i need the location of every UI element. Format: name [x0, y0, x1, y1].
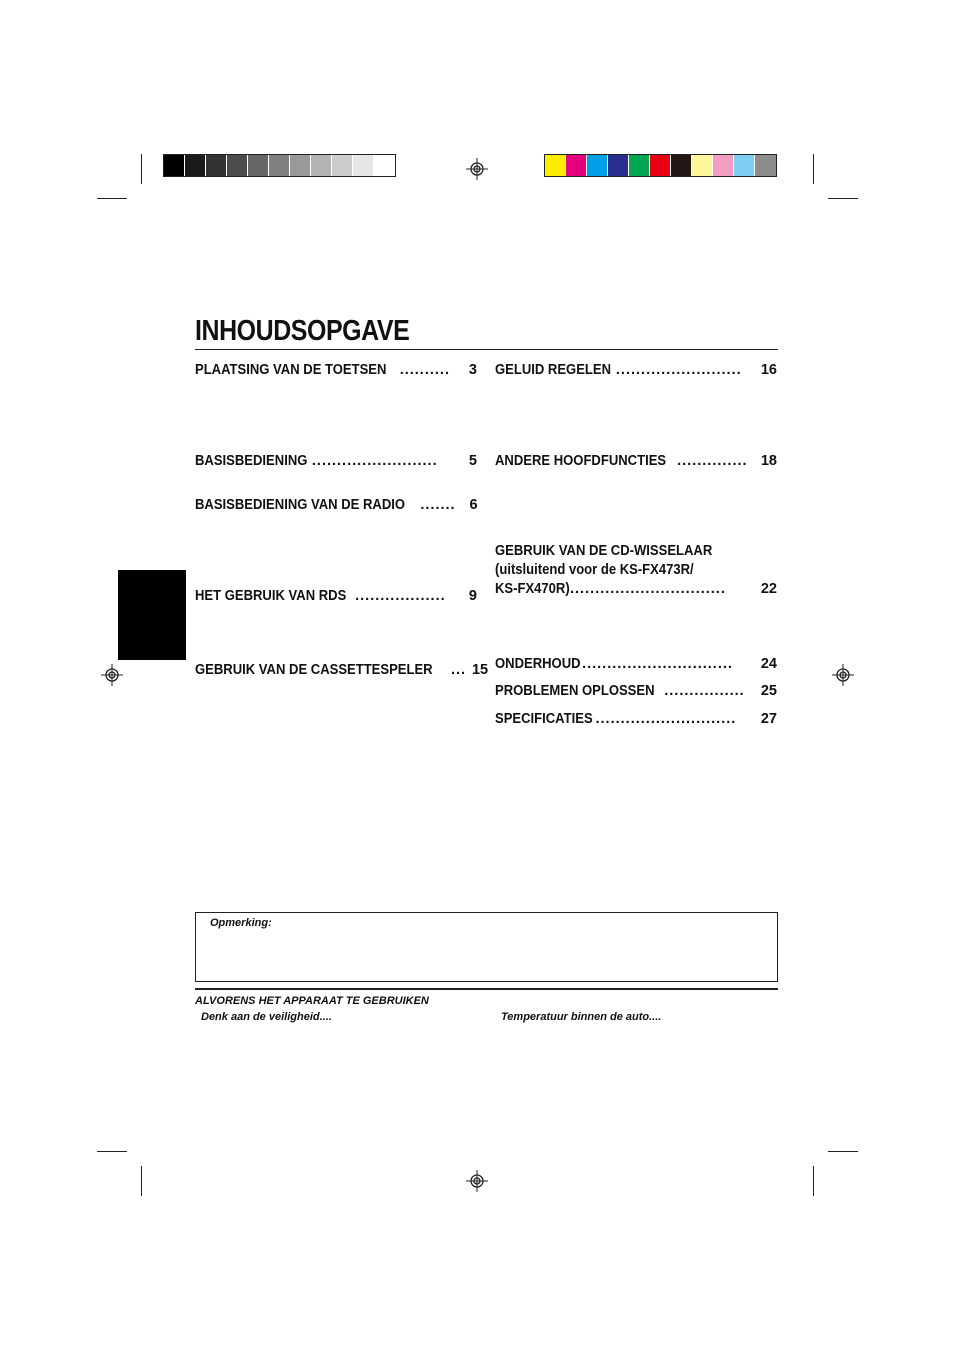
- toc-dot-leader: ..............: [677, 453, 748, 469]
- toc-page-number: 5: [468, 453, 477, 469]
- toc-entry-label: BASISBEDIENING: [195, 453, 308, 469]
- color-swatch: [206, 155, 227, 176]
- color-swatch: [227, 155, 248, 176]
- color-swatch: [587, 155, 608, 176]
- color-swatch: [671, 155, 692, 176]
- title-divider: [195, 349, 778, 350]
- toc-entry[interactable]: [495, 542, 777, 599]
- toc-entry-label: SPECIFICATIES: [495, 711, 593, 727]
- color-swatch: [692, 155, 713, 176]
- color-swatch: [290, 155, 311, 176]
- toc-entry-label: ONDERHOUD: [495, 656, 581, 672]
- toc-entry-label: PROBLEMEN OPLOSSEN: [495, 683, 655, 699]
- footer-divider: [195, 988, 778, 990]
- crop-mark: [828, 198, 858, 199]
- registration-mark-icon: [832, 664, 854, 686]
- color-swatch: [734, 155, 755, 176]
- toc-dot-leader: ...............................: [570, 581, 726, 597]
- toc-entry-label-line: GEBRUIK VAN DE CD-WISSELAAR: [495, 543, 713, 559]
- toc-entry[interactable]: [495, 682, 777, 701]
- toc-entry[interactable]: [195, 452, 477, 471]
- toc-entry[interactable]: [495, 361, 777, 380]
- toc-page-number: 16: [760, 362, 777, 378]
- toc-entry[interactable]: [495, 710, 777, 729]
- toc-entry-label: GELUID REGELEN: [495, 362, 612, 378]
- crop-mark: [97, 1151, 127, 1152]
- toc-page-number: 22: [760, 581, 777, 597]
- toc-page-number: 9: [468, 588, 477, 604]
- color-swatch: [755, 155, 776, 176]
- color-swatch: [566, 155, 587, 176]
- color-swatch: [608, 155, 629, 176]
- color-swatch: [353, 155, 374, 176]
- color-swatch: [248, 155, 269, 176]
- toc-page-number: 18: [760, 453, 777, 469]
- color-swatch: [185, 155, 206, 176]
- registration-mark-icon: [101, 664, 123, 686]
- registration-mark-icon: [466, 1170, 488, 1192]
- crop-mark: [813, 154, 814, 184]
- toc-entry-label: KS-FX470R): [495, 581, 570, 597]
- crop-mark: [813, 1166, 814, 1196]
- toc-dot-leader: ..........: [399, 362, 450, 378]
- color-swatch: [650, 155, 671, 176]
- color-swatch: [374, 155, 395, 176]
- toc-dot-leader: ................: [664, 683, 745, 699]
- toc-page-number: 24: [760, 656, 777, 672]
- toc-page-number: 3: [468, 362, 477, 378]
- toc-page-number: 6: [469, 497, 478, 513]
- toc-dot-leader: .......: [420, 497, 456, 513]
- color-swatch: [713, 155, 734, 176]
- note-box: [195, 912, 778, 982]
- toc-entry[interactable]: [195, 587, 477, 606]
- page-title: INHOUDSOPGAVE: [195, 315, 410, 347]
- color-swatch: [332, 155, 353, 176]
- crop-mark: [828, 1151, 858, 1152]
- color-swatch: [311, 155, 332, 176]
- footer-heading: ALVORENS HET APPARAAT TE GEBRUIKEN: [195, 995, 429, 1007]
- toc-entry-label: ANDERE HOOFDFUNCTIES: [495, 453, 667, 469]
- color-swatch: [545, 155, 566, 176]
- grayscale-calibration-bar: [163, 154, 396, 177]
- toc-page-number: 15: [471, 662, 489, 678]
- note-label: Opmerking:: [210, 917, 272, 929]
- color-swatch: [629, 155, 650, 176]
- toc-entry-label-line: (uitsluitend voor de KS-FX473R/: [495, 562, 694, 578]
- footer-left-text: Denk aan de veiligheid....: [201, 1011, 332, 1023]
- toc-entry[interactable]: [195, 496, 477, 515]
- language-side-tab: [118, 570, 186, 660]
- toc-entry[interactable]: [195, 661, 489, 680]
- toc-entry[interactable]: [495, 655, 777, 674]
- toc-dot-leader: ..............................: [582, 656, 733, 672]
- toc-dot-leader: .........................: [311, 453, 438, 469]
- registration-mark-icon: [466, 158, 488, 180]
- toc-entry-label: BASISBEDIENING VAN DE RADIO: [195, 497, 406, 513]
- crop-mark: [141, 1166, 142, 1196]
- toc-entry-label: GEBRUIK VAN DE CASSETTESPELER: [195, 662, 433, 678]
- toc-dot-leader: ............................: [595, 711, 737, 727]
- color-swatch: [164, 155, 185, 176]
- toc-dot-leader: ...: [451, 662, 467, 678]
- toc-page-number: 27: [760, 711, 777, 727]
- toc-page-number: 25: [760, 683, 777, 699]
- footer-right-text: Temperatuur binnen de auto....: [501, 1011, 662, 1023]
- crop-mark: [141, 154, 142, 184]
- color-calibration-bar: [544, 154, 777, 177]
- toc-dot-leader: .........................: [615, 362, 742, 378]
- crop-mark: [97, 198, 127, 199]
- color-swatch: [269, 155, 290, 176]
- toc-entry[interactable]: [195, 361, 477, 380]
- toc-entry-label: HET GEBRUIK VAN RDS: [195, 588, 347, 604]
- toc-entry[interactable]: [495, 452, 777, 471]
- toc-dot-leader: ..................: [355, 588, 446, 604]
- toc-entry-label: PLAATSING VAN DE TOETSEN: [195, 362, 387, 378]
